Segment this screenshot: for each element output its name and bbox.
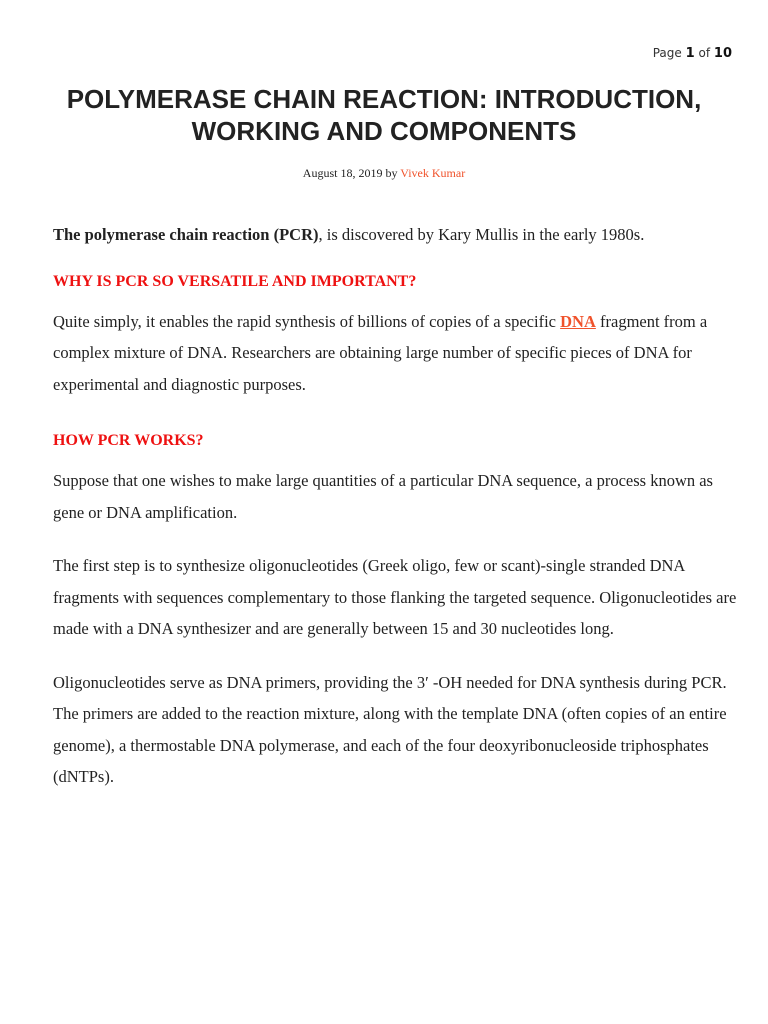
intro-term: The polymerase chain reaction (PCR)	[53, 225, 319, 244]
dna-link[interactable]: DNA	[560, 311, 596, 331]
article-meta	[0, 166, 768, 181]
page-of: of	[698, 46, 711, 60]
paragraph-amplification: Suppose that one wishes to make large quantities of a particular DNA sequence, a process known as gene or DNA amplification.	[53, 471, 713, 522]
post-date: August 18, 2019	[302, 166, 383, 180]
intro-text: , is discovered by Kary Mullis in the early 1980s.	[318, 225, 645, 244]
title-line-2: WORKING AND COMPONENTS	[191, 116, 577, 146]
title-line-1: POLYMERASE CHAIN REACTION: INTRODUCTION,	[66, 84, 702, 114]
page-current: 1	[685, 46, 695, 61]
paragraph-oligonucleotides: The first step is to synthesize oligonucleotides (Greek oligo, few or scant)-single stranded DNA fragments with sequences complementary to those flanking the targeted sequence. Oligonucleotides are made with a DNA synthesizer and are generally between 15 and 30 nucleotides long.	[53, 556, 737, 638]
intro-paragraph	[53, 219, 741, 251]
article-title	[20, 83, 748, 147]
by-label: by	[385, 166, 398, 180]
author-link[interactable]: Vivek Kumar	[400, 166, 466, 180]
page-word: Page	[652, 46, 682, 60]
page-counter	[653, 46, 732, 61]
page-total: 10	[713, 46, 732, 61]
section-heading-versatile: WHY IS PCR SO VERSATILE AND IMPORTANT?	[53, 272, 417, 290]
paragraph-text: Quite simply, it enables the rapid synthesis of billions of copies of a specific	[53, 311, 561, 331]
article-body	[53, 219, 741, 793]
section-heading-how-pcr-works: HOW PCR WORKS?	[53, 432, 204, 449]
paragraph-versatile	[53, 306, 741, 401]
paragraph-text: fragment from a complex mixture of DNA. Researchers are obtaining large number of specific pieces of DNA for experimental and diagnostic purposes.	[53, 311, 708, 394]
paragraph-primers: Oligonucleotides serve as DNA primers, providing the 3′ -OH needed for DNA synthesis during PCR. The primers are added to the reaction mixture, along with the template DNA (often copies of an entire genome), a thermostable DNA polymerase, and each of the four deoxyribonucleoside triphosphates (dNTPs).	[53, 672, 727, 786]
